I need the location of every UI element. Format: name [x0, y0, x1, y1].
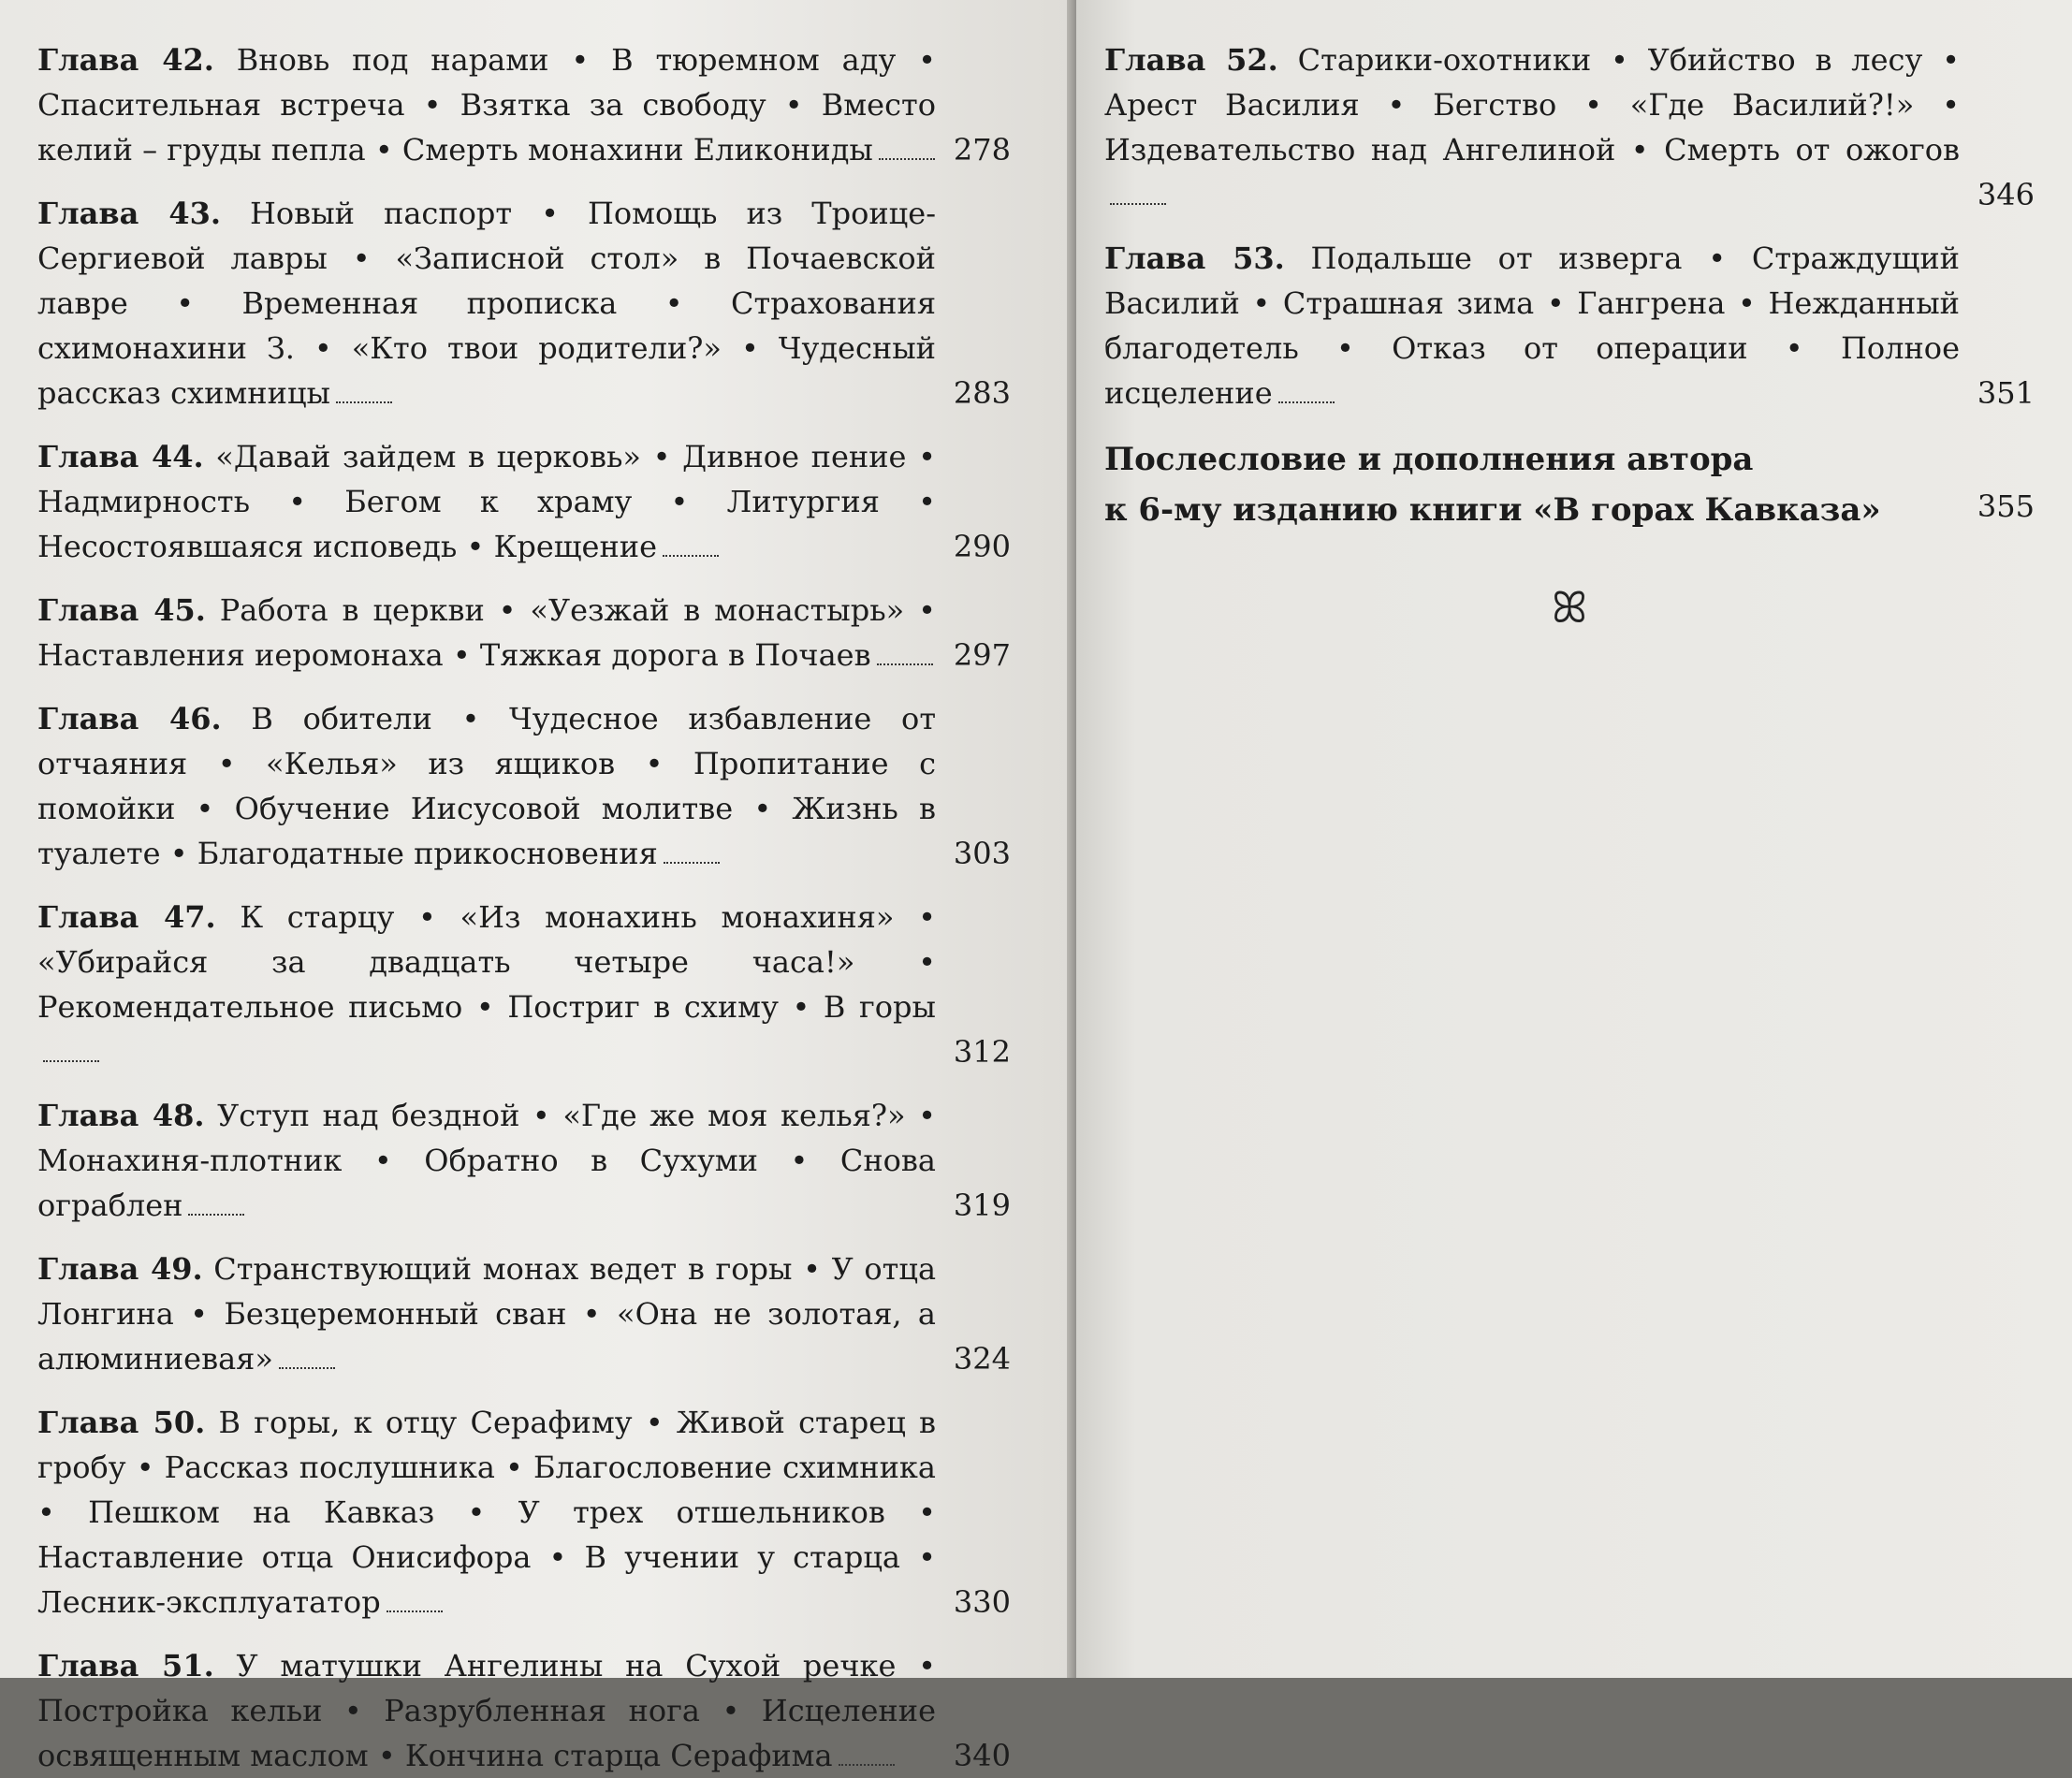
chapter-topics: Подальше от изверга • Страждущий Василий • Страшная зима • Гангрена • Нежданный благодетель • Отказ от операции • Полное исцеление	[1104, 240, 1961, 411]
toc-entry-text	[37, 434, 936, 569]
chapter-topics: Новый паспорт • Помощь из Троице-Сергиевой лавры • «Записной стол» в Почаевской лавре • Временная прописка • Страхования схимонахини З. • «Кто твои родители?» • Чудесный рассказ схимницы	[37, 196, 936, 411]
page-number: 340	[953, 1738, 1011, 1773]
page-number: 290	[953, 529, 1011, 564]
chapter-heading: Глава 49.	[37, 1251, 203, 1287]
toc-list-right	[1104, 37, 2035, 415]
chapter-topics: В горы, к отцу Серафиму • Живой старец в гробу • Рассказ послушника • Благословение схимника • Пешком на Кавказ • У трех отшельников • Наставление отца Онисифора • В учении у старца • Лесник-эксплуататор	[37, 1405, 937, 1620]
page-number: 303	[953, 836, 1011, 871]
chapter-heading: Глава 46.	[37, 701, 222, 736]
dot-leader	[43, 1060, 99, 1062]
dot-leader	[387, 1610, 443, 1612]
toc-list-left	[37, 37, 1011, 1778]
chapter-heading: Глава 43.	[37, 196, 221, 231]
toc-entry	[37, 1400, 1011, 1625]
toc-entry-text	[37, 37, 936, 172]
chapter-topics: У матушки Ангелины на Сухой речке • Постройка кельи • Разрубленная нога • Исцеление освященным маслом • Кончина старца Серафима	[37, 1648, 937, 1773]
page-number: 324	[953, 1341, 1011, 1377]
right-page	[1076, 0, 2072, 1678]
chapter-heading: Глава 44.	[37, 439, 204, 474]
ornament-icon: ꕤ	[1551, 582, 1588, 633]
afterword-line-1: Послесловие и дополнения автора	[1104, 441, 1754, 478]
toc-entry	[37, 1643, 1011, 1778]
dot-leader	[839, 1764, 895, 1766]
toc-entry	[1104, 37, 2035, 217]
page-number: 319	[953, 1188, 1011, 1223]
dot-leader	[336, 401, 392, 403]
chapter-topics: Странствующий монах ведет в горы • У отца Лонгина • Безцеремонный сван • «Она не золотая, а алюминиевая»	[37, 1251, 937, 1377]
afterword-page-number: 355	[1977, 488, 2035, 524]
toc-entry-text	[37, 588, 936, 678]
dot-leader	[188, 1214, 244, 1216]
page-number: 278	[953, 132, 1011, 168]
toc-entry	[1104, 236, 2035, 415]
toc-entry-text	[37, 191, 936, 415]
dot-leader	[877, 663, 933, 665]
dot-leader	[664, 862, 720, 864]
page-number: 283	[953, 375, 1011, 411]
page-number: 312	[953, 1034, 1011, 1070]
dot-leader	[879, 158, 935, 160]
toc-entry-text	[37, 1246, 936, 1381]
dot-leader	[663, 555, 719, 557]
chapter-topics: «Давай зайдем в церковь» • Дивное пение • Надмирность • Бегом к храму • Литургия • Несостоявшаяся исповедь • Крещение	[37, 439, 937, 564]
page-number: 351	[1977, 375, 2035, 411]
toc-entry-text	[37, 1643, 936, 1778]
chapter-heading: Глава 52.	[1104, 42, 1278, 78]
chapter-heading: Глава 53.	[1104, 240, 1285, 276]
toc-entry	[37, 895, 1011, 1074]
chapter-topics: В обители • Чудесное избавление от отчаяния • «Келья» из ящиков • Пропитание с помойки • Обучение Иисусовой молитве • Жизнь в туалете • Благодатные прикосновения	[37, 701, 937, 871]
toc-entry	[37, 1093, 1011, 1228]
chapter-topics: Уступ над бездной • «Где же моя келья?» • Монахиня-плотник • Обратно в Сухуми • Снова ограблен	[37, 1098, 937, 1223]
toc-entry-text	[37, 696, 936, 876]
dot-leader	[1278, 401, 1335, 403]
chapter-heading: Глава 47.	[37, 899, 216, 935]
chapter-heading: Глава 50.	[37, 1405, 206, 1440]
toc-entry	[37, 191, 1011, 415]
toc-entry-text	[1104, 236, 1960, 415]
toc-entry	[37, 37, 1011, 172]
afterword-entry	[1104, 434, 2035, 535]
afterword-line-2: к 6-му изданию книги «В горах Кавказа»	[1104, 491, 1881, 529]
toc-entry	[37, 696, 1011, 876]
chapter-topics: Старики-охотники • Убийство в лесу • Арест Василия • Бегство • «Где Василий?!» • Издевательство над Ангелиной • Смерть от ожогов	[1104, 42, 1961, 168]
chapter-heading: Глава 45.	[37, 592, 206, 628]
toc-entry	[37, 588, 1011, 678]
chapter-heading: Глава 48.	[37, 1098, 205, 1133]
toc-entry-text	[37, 895, 936, 1074]
page-number: 330	[953, 1584, 1011, 1620]
chapter-heading: Глава 42.	[37, 42, 214, 78]
chapter-topics: Вновь под нарами • В тюремном аду • Спасительная встреча • Взятка за свободу • Вместо келий – груды пепла • Смерть монахини Еликониды	[37, 42, 936, 168]
toc-entry-text	[37, 1093, 936, 1228]
toc-entry-text	[1104, 37, 1960, 217]
chapter-heading: Глава 51.	[37, 1648, 214, 1683]
toc-entry	[37, 434, 1011, 569]
chapter-topics: Работа в церкви • «Уезжай в монастырь» • Наставления иеромонаха • Тяжкая дорога в Почаев	[37, 592, 936, 673]
chapter-topics: К старцу • «Из монахинь монахиня» • «Убирайся за двадцать четыре часа!» • Рекомендательное письмо • Постриг в схиму • В горы	[37, 899, 937, 1025]
dot-leader	[1110, 203, 1166, 205]
dot-leader	[279, 1367, 335, 1369]
page-number: 297	[953, 637, 1011, 673]
toc-entry-text	[37, 1400, 936, 1625]
page-number: 346	[1977, 177, 2035, 212]
toc-entry	[37, 1246, 1011, 1381]
